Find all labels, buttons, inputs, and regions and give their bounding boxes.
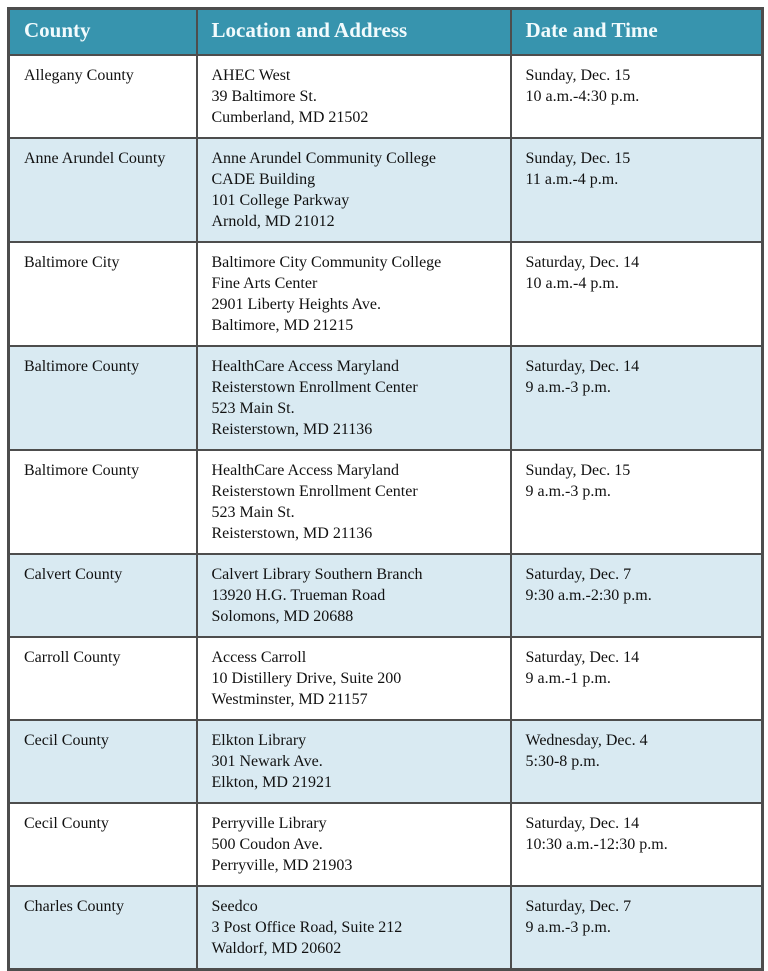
county-name: Baltimore County (24, 461, 140, 479)
address-line: Elkton Library (211, 731, 307, 749)
address-line: Arnold, MD 21012 (211, 212, 335, 230)
address-line: 500 Coudon Ave. (211, 835, 323, 853)
address-line: CADE Building (211, 170, 316, 188)
table-header-row (9, 9, 763, 55)
address-line: 101 College Parkway (211, 191, 350, 209)
county-cell (9, 450, 197, 554)
event-time: 9 a.m.-3 p.m. (525, 918, 611, 936)
datetime-cell (511, 637, 763, 720)
address-line: Perryville Library (211, 814, 327, 832)
address-line: Waldorf, MD 20602 (211, 939, 342, 957)
address-line: Cumberland, MD 21502 (211, 108, 369, 126)
county-cell (9, 242, 197, 346)
address-line: 39 Baltimore St. (211, 87, 317, 105)
address-line: HealthCare Access Maryland (211, 461, 399, 479)
address-line: 13920 H.G. Trueman Road (211, 586, 386, 604)
event-date: Wednesday, Dec. 4 (525, 731, 648, 749)
county-name: Allegany County (24, 66, 134, 84)
event-time: 10 a.m.-4 p.m. (525, 274, 619, 292)
table-body (9, 55, 763, 970)
address-line: Solomons, MD 20688 (211, 607, 354, 625)
location-cell (197, 637, 511, 720)
county-cell (9, 55, 197, 138)
address-line: Westminster, MD 21157 (211, 690, 368, 708)
location-cell (197, 450, 511, 554)
datetime-cell (511, 242, 763, 346)
location-cell (197, 346, 511, 450)
address-line: Anne Arundel Community College (211, 149, 436, 167)
address-line: Reisterstown Enrollment Center (211, 378, 418, 396)
county-cell (9, 803, 197, 886)
event-date: Sunday, Dec. 15 (525, 461, 631, 479)
column-header-location: Location and Address (197, 9, 511, 55)
county-cell (9, 346, 197, 450)
county-name: Cecil County (24, 731, 109, 749)
address-line: Fine Arts Center (211, 274, 318, 292)
datetime-cell (511, 138, 763, 242)
table-row (9, 138, 763, 242)
table-row (9, 242, 763, 346)
location-cell (197, 803, 511, 886)
county-name: Baltimore County (24, 357, 140, 375)
address-line: Baltimore, MD 21215 (211, 316, 354, 334)
datetime-cell (511, 720, 763, 803)
datetime-cell (511, 886, 763, 970)
event-date: Sunday, Dec. 15 (525, 149, 631, 167)
location-cell (197, 886, 511, 970)
address-line: 3 Post Office Road, Suite 212 (211, 918, 403, 936)
county-name: Anne Arundel County (24, 149, 166, 167)
datetime-cell (511, 554, 763, 637)
address-line: AHEC West (211, 66, 291, 84)
event-date: Saturday, Dec. 14 (525, 814, 640, 832)
event-date: Saturday, Dec. 14 (525, 357, 640, 375)
address-line: 301 Newark Ave. (211, 752, 323, 770)
event-date: Saturday, Dec. 7 (525, 565, 632, 583)
address-line: 2901 Liberty Heights Ave. (211, 295, 381, 313)
datetime-cell (511, 346, 763, 450)
event-time: 9 a.m.-3 p.m. (525, 378, 611, 396)
table-row (9, 803, 763, 886)
datetime-cell (511, 450, 763, 554)
address-line: Elkton, MD 21921 (211, 773, 332, 791)
location-cell (197, 55, 511, 138)
location-cell (197, 554, 511, 637)
county-cell (9, 554, 197, 637)
table-row (9, 450, 763, 554)
address-line: Access Carroll (211, 648, 307, 666)
table-row (9, 554, 763, 637)
address-line: 523 Main St. (211, 399, 295, 417)
county-name: Calvert County (24, 565, 123, 583)
table-row (9, 55, 763, 138)
event-date: Saturday, Dec. 14 (525, 648, 640, 666)
location-cell (197, 242, 511, 346)
county-name: Baltimore City (24, 253, 120, 271)
datetime-cell (511, 803, 763, 886)
address-line: Baltimore City Community College (211, 253, 442, 271)
event-time: 9 a.m.-3 p.m. (525, 482, 611, 500)
county-name: Cecil County (24, 814, 109, 832)
event-time: 11 a.m.-4 p.m. (525, 170, 619, 188)
address-line: Reisterstown, MD 21136 (211, 524, 373, 542)
address-line: 523 Main St. (211, 503, 295, 521)
table-row (9, 720, 763, 803)
location-cell (197, 138, 511, 242)
address-line: HealthCare Access Maryland (211, 357, 399, 375)
event-date: Sunday, Dec. 15 (525, 66, 631, 84)
event-date: Saturday, Dec. 14 (525, 253, 640, 271)
address-line: Perryville, MD 21903 (211, 856, 353, 874)
event-date: Saturday, Dec. 7 (525, 897, 632, 915)
table-row (9, 886, 763, 970)
column-header-county: County (9, 9, 197, 55)
datetime-cell (511, 55, 763, 138)
address-line: 10 Distillery Drive, Suite 200 (211, 669, 402, 687)
address-line: Reisterstown Enrollment Center (211, 482, 418, 500)
column-header-datetime: Date and Time (511, 9, 763, 55)
county-name: Charles County (24, 897, 124, 915)
location-cell (197, 720, 511, 803)
county-name: Carroll County (24, 648, 121, 666)
address-line: Calvert Library Southern Branch (211, 565, 423, 583)
address-line: Seedco (211, 897, 258, 915)
address-line: Reisterstown, MD 21136 (211, 420, 373, 438)
event-time: 9:30 a.m.-2:30 p.m. (525, 586, 652, 604)
event-time: 9 a.m.-1 p.m. (525, 669, 611, 687)
table-row (9, 637, 763, 720)
county-cell (9, 720, 197, 803)
county-cell (9, 886, 197, 970)
event-time: 10:30 a.m.-12:30 p.m. (525, 835, 668, 853)
county-cell (9, 637, 197, 720)
event-time: 10 a.m.-4:30 p.m. (525, 87, 640, 105)
county-cell (9, 138, 197, 242)
table-row (9, 346, 763, 450)
county-schedule-table (7, 7, 764, 971)
event-time: 5:30-8 p.m. (525, 752, 600, 770)
